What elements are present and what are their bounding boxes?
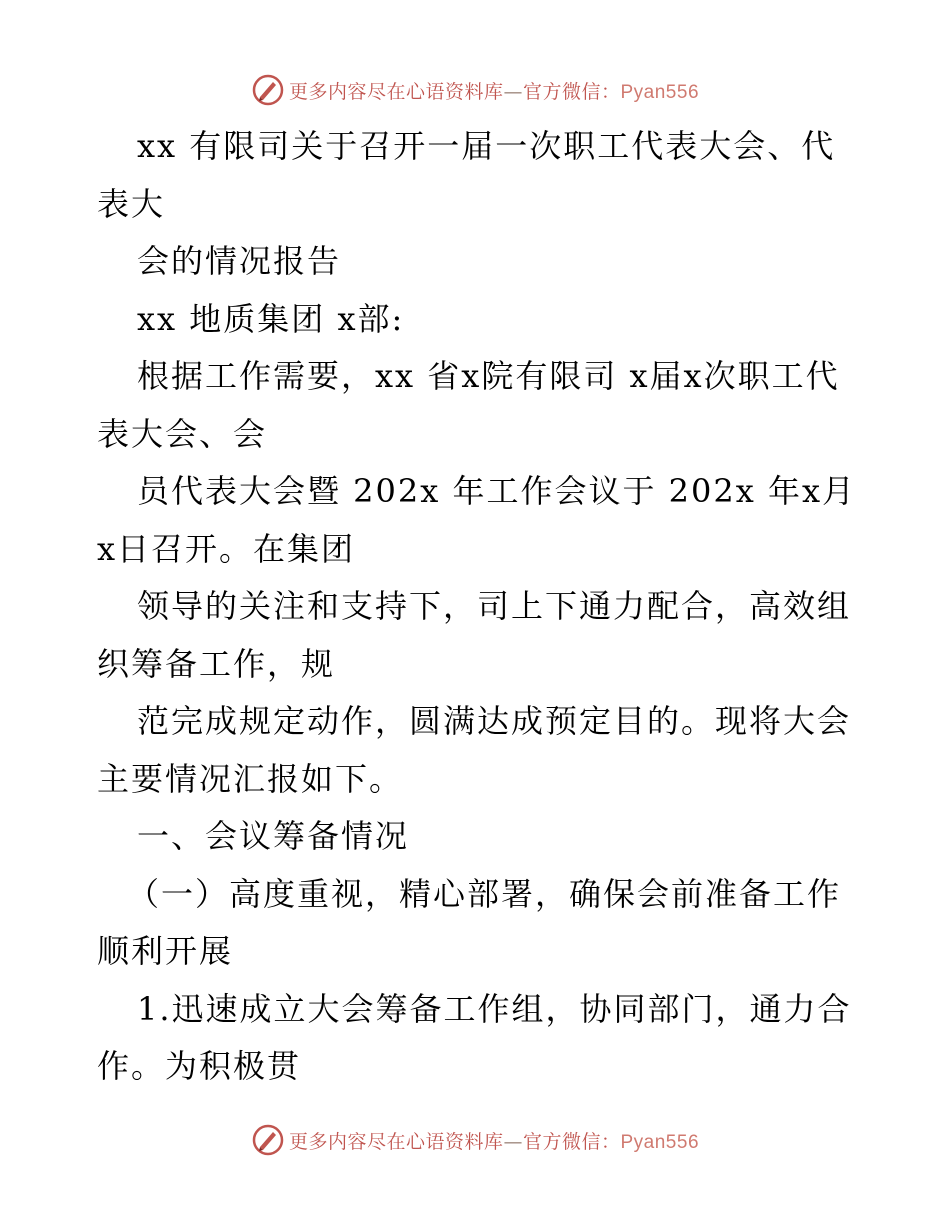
watermark-text: 更多内容尽在心语资料库—官方微信：Pyan556 (288, 1130, 700, 1153)
body-paragraph: 根据工作需要，xx 省x院有限司 x届x次职工代表大会、会 (97, 357, 840, 453)
recipient-line: xx 地质集团 x部: (137, 299, 405, 338)
watermark-text: 更多内容尽在心语资料库—官方微信：Pyan556 (288, 80, 700, 103)
body-paragraph: 1.迅速成立大会筹备工作组，协同部门，通力合作。为积极贯 (97, 989, 852, 1085)
header-watermark (0, 72, 950, 108)
pen-logo-icon (251, 73, 285, 107)
document-title-continued: 会的情况报告 (137, 242, 342, 280)
pen-logo-icon (251, 1123, 285, 1157)
document-body (97, 118, 857, 1096)
body-paragraph: 范完成规定动作，圆满达成预定目的。现将大会主要情况汇报如下。 (97, 702, 852, 798)
body-paragraph: 员代表大会暨 202x 年工作会议于 202x 年x月x日召开。在集团 (97, 472, 856, 568)
subsection-heading: （一）高度重视，精心部署，确保会前准备工作顺利开展 (97, 874, 842, 970)
section-heading: 一、会议筹备情况 (137, 817, 410, 855)
document-title: xx 有限司关于召开一届一次职工代表大会、代表大 (97, 127, 836, 223)
footer-watermark (0, 1122, 950, 1158)
body-paragraph: 领导的关注和支持下，司上下通力配合，高效组织筹备工作，规 (97, 587, 852, 683)
